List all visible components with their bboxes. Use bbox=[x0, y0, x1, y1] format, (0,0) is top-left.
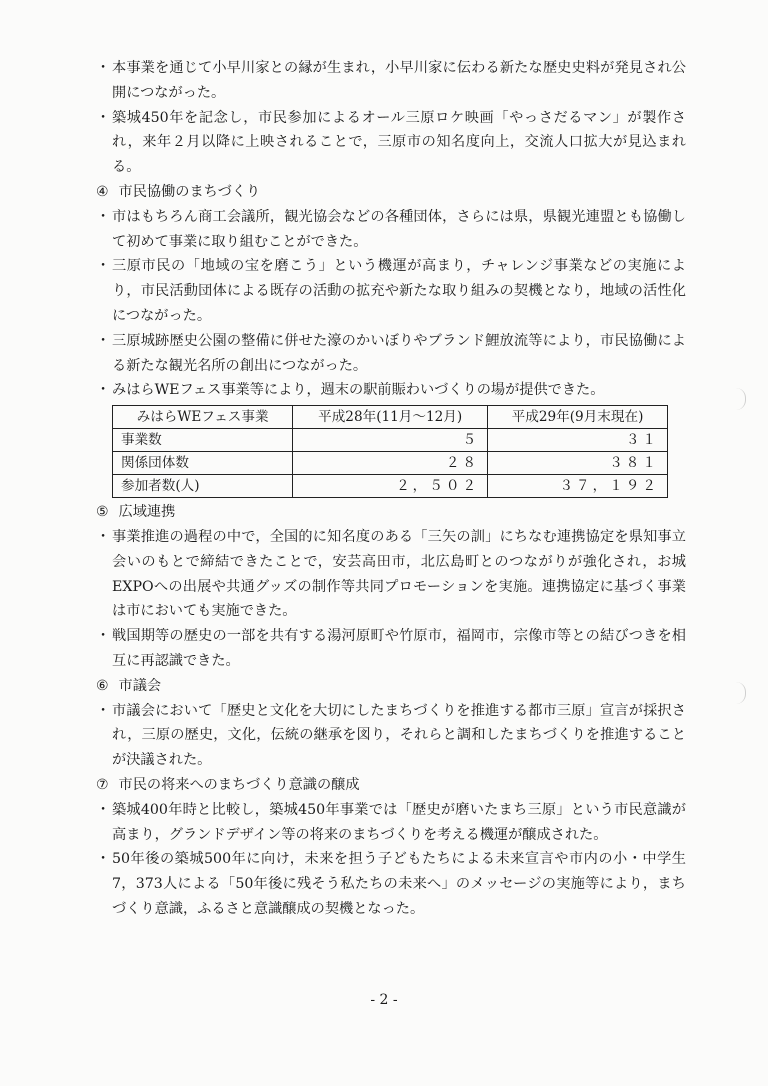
table-row bbox=[113, 429, 668, 452]
bullet-item bbox=[96, 699, 686, 773]
bullet-text: みはらWEフェス事業等により，週末の駅前賑わいづくりの場が提供できた。 bbox=[112, 382, 605, 399]
table-cell: ３１ bbox=[488, 429, 668, 452]
bullet-mark: ・ bbox=[96, 851, 111, 868]
bullet-text: 築城450年を記念し，市民参加によるオール三原ロケ映画「やっさだるマン」が製作され，来年２月以降に上映されることで，三原市の知名度向上，交流人口拡大が見込まれる。 bbox=[112, 109, 686, 176]
section-heading-7 bbox=[96, 773, 686, 798]
table-header-cell: 平成28年(11月～12月) bbox=[293, 406, 488, 429]
bullet-text: 市はもちろん商工会議所，観光協会などの各種団体，さらには県，県観光連盟とも協働して初めて事業に取り組むことができた。 bbox=[112, 208, 686, 250]
bullet-text: 50年後の築城500年に向け，未来を担う子どもたちによる未来宣言や市内の小・中学生7，373人による「50年後に残そう私たちの未来へ」のメッセージの実施等により，まちづくり意識，ふるさと意識醸成の契機となった。 bbox=[112, 851, 686, 917]
document-body bbox=[96, 56, 686, 922]
bullet-text: 市議会において「歴史と文化を大切にしたまちづくりを推進する都市三原」宣言が採択され，三原の歴史，文化，伝統の継承を図り，それらと調和したまちづくりを推進することが決議された。 bbox=[112, 702, 686, 769]
section-number: ⑥ bbox=[96, 677, 109, 694]
bullet-item bbox=[96, 847, 686, 921]
bullet-mark: ・ bbox=[96, 628, 111, 645]
table-row-label: 関係団体数 bbox=[113, 452, 293, 475]
show-through-mark bbox=[735, 388, 746, 410]
table-cell: ２，５０２ bbox=[293, 475, 488, 498]
section-number: ④ bbox=[96, 183, 109, 200]
bullet-text: 三原城跡歴史公園の整備に併せた濠のかいぼりやブランド鯉放流等により，市民協働による新たな観光名所の創出につながった。 bbox=[112, 332, 686, 374]
bullet-item bbox=[96, 624, 686, 674]
bullet-item bbox=[96, 56, 686, 106]
section-title: 市民協働のまちづくり bbox=[118, 183, 261, 200]
we-fes-table bbox=[112, 405, 668, 498]
bullet-item bbox=[96, 205, 686, 255]
bullet-mark: ・ bbox=[96, 702, 111, 719]
section-heading-6 bbox=[96, 674, 686, 699]
section-title: 広域連携 bbox=[118, 504, 176, 521]
bullet-item bbox=[96, 798, 686, 848]
bullet-mark: ・ bbox=[96, 60, 111, 76]
bullet-mark: ・ bbox=[96, 208, 111, 225]
table-row bbox=[113, 452, 668, 475]
section-heading-5 bbox=[96, 500, 686, 525]
table-cell: ３８１ bbox=[488, 452, 668, 475]
page-number: - 2 - bbox=[370, 992, 398, 1008]
show-through-mark bbox=[735, 682, 746, 704]
bullet-item bbox=[96, 378, 686, 403]
bullet-mark: ・ bbox=[96, 382, 111, 399]
table-row-label: 事業数 bbox=[113, 429, 293, 452]
table-row-label: 参加者数(人) bbox=[113, 475, 293, 498]
section-number: ⑤ bbox=[96, 504, 109, 521]
table-header-cell: みはらWEフェス事業 bbox=[113, 406, 293, 429]
bullet-mark: ・ bbox=[96, 109, 111, 126]
bullet-item bbox=[96, 525, 686, 624]
bullet-item bbox=[96, 254, 686, 328]
section-title: 市議会 bbox=[118, 677, 162, 694]
table-cell: ２８ bbox=[293, 452, 488, 475]
bullet-text: 築城400年時と比較し，築城450年事業では「歴史が磨いたまち三原」という市民意識が高まり，グランドデザイン等の将来のまちづくりを考える機運が醸成された。 bbox=[112, 801, 686, 843]
table-cell: ５ bbox=[293, 429, 488, 452]
section-title: 市民の将来へのまちづくり意識の醸成 bbox=[118, 776, 360, 793]
table-row bbox=[113, 475, 668, 498]
table-header-cell: 平成29年(9月末現在) bbox=[488, 406, 668, 429]
bullet-mark: ・ bbox=[96, 258, 111, 275]
bullet-text: 戦国期等の歴史の一部を共有する湯河原町や竹原市，福岡市，宗像市等との結びつきを相互に再認識できた。 bbox=[112, 628, 686, 669]
table-cell: ３７，１９２ bbox=[488, 475, 668, 498]
bullet-mark: ・ bbox=[96, 332, 111, 349]
bullet-mark: ・ bbox=[96, 528, 111, 545]
bullet-mark: ・ bbox=[96, 801, 111, 818]
section-number: ⑦ bbox=[96, 776, 109, 793]
bullet-item bbox=[96, 329, 686, 379]
bullet-text: 三原市民の「地域の宝を磨こう」という機運が高まり，チャレンジ事業などの実施により，市民活動団体による既存の活動の拡充や新たな取り組みの契機となり，地域の活性化につながった。 bbox=[112, 258, 686, 324]
section-heading-4 bbox=[96, 180, 686, 205]
bullet-text: 本事業を通じて小早川家との縁が生まれ，小早川家に伝わる新たな歴史史料が発見され公開につながった。 bbox=[112, 60, 686, 101]
table-header-row bbox=[113, 406, 668, 429]
bullet-item bbox=[96, 106, 686, 180]
bullet-text: 事業推進の過程の中で，全国的に知名度のある「三矢の訓」にちなむ連携協定を県知事立会いのもとで締結できたことで，安芸高田市，北広島町とのつながりが強化され，お城EXPOへの出展や共通グッズの制作等共同プロモーションを実施。連携協定に基づく事業は市においても実施できた。 bbox=[112, 528, 686, 620]
